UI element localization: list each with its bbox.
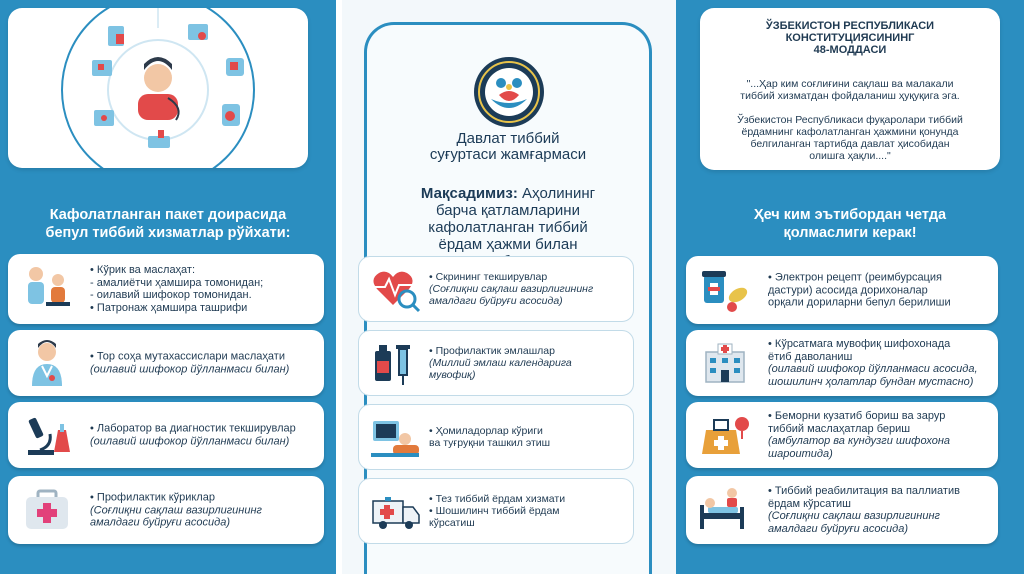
pills-icon xyxy=(696,265,754,315)
card-note: (амбулатор ва кундузги шифохона xyxy=(768,435,950,447)
constitution-title-line: 48-МОДДАСИ xyxy=(813,44,887,56)
card-line: • Ҳомиладорлар кўриги xyxy=(429,425,543,437)
card-note: шароитида) xyxy=(768,447,833,460)
card-note: амалдаги буйруғи асосида) xyxy=(768,522,909,535)
medicine-bag-icon xyxy=(696,410,754,460)
healthcare-hub-illustration xyxy=(8,8,308,168)
quote-line: "...Ҳар ким соғлиғини сақлаш ва малакали xyxy=(746,78,954,90)
card-line: тиббий маслаҳатлар бериш xyxy=(768,422,911,435)
vaccine-icon xyxy=(369,339,421,387)
card-note: шошилинч ҳолатлар бундан мустасно) xyxy=(768,375,974,388)
service-card-monitoring xyxy=(686,402,998,468)
card-note: амалдаги буйруғи асосида) xyxy=(429,295,563,307)
card-line: • Профилактик кўриклар xyxy=(90,491,215,504)
fund-title-line-2: суғуртаси жамғармаси xyxy=(429,146,587,163)
mission-text: барча қатламларини xyxy=(436,202,580,219)
hospital-icon xyxy=(696,338,754,388)
fund-title-line-1: Давлат тиббий xyxy=(456,130,560,147)
card-line: • Лаборатор ва диагностик текширувлар xyxy=(90,422,296,435)
service-card-e-prescription xyxy=(686,256,998,324)
nurse-patient-icon xyxy=(18,264,76,314)
service-card-checkups xyxy=(8,476,324,544)
heart-screening-icon xyxy=(369,265,421,313)
card-line: • Электрон рецепт (реимбурсация xyxy=(768,271,942,284)
fund-title xyxy=(367,131,649,163)
card-line: - амалиётчи ҳамшира томонидан; xyxy=(90,276,264,289)
service-card-screening xyxy=(358,256,634,322)
body-line: ёрдамнинг кафолатланган ҳажмини қонунда xyxy=(741,126,959,138)
card-note: мувофиқ) xyxy=(429,369,476,381)
service-card-vaccination xyxy=(358,330,634,396)
constitution-quote xyxy=(718,78,982,102)
card-line: кўрсатиш xyxy=(429,517,475,529)
card-note: (Соғлиқни сақлаш вазирлигининг xyxy=(90,503,262,516)
microscope-icon xyxy=(18,410,76,460)
card-line: • Тиббий реабилитация ва паллиатив xyxy=(768,485,960,497)
card-line: ва туғруқни ташкил этиш xyxy=(429,437,551,449)
ultrasound-icon xyxy=(369,413,421,461)
body-line: олишга ҳақли...." xyxy=(809,150,891,162)
card-line: дастури) асосида дорихоналар xyxy=(768,283,928,296)
card-line: • Профилактик эмлашлар xyxy=(429,345,555,357)
constitution-body xyxy=(718,114,982,162)
service-card-emergency xyxy=(358,478,634,544)
constitution-card xyxy=(700,8,1000,170)
mission-text: ёрдам ҳажми билан xyxy=(438,236,578,253)
body-line: Ўзбекистон Республикаси фуқаролари тиббий xyxy=(737,114,963,126)
left-section-title-line-1: Кафолатланган пакет доирасида xyxy=(49,207,287,223)
doctor-icon xyxy=(18,338,76,388)
card-note: амалдаги буйруғи асосида) xyxy=(90,516,231,529)
card-line: • Беморни кузатиб бориш ва зарур xyxy=(768,410,946,422)
card-line: - оилавий шифокор томонидан. xyxy=(90,289,252,301)
service-card-rehabilitation xyxy=(686,476,998,544)
card-note: (оилавий шифокор йўлланмаси асосида, xyxy=(768,363,978,375)
card-note: (Соғлиқни сақлаш вазирлигининг xyxy=(429,283,594,295)
right-section-title-line-2: қолмаслиги керак! xyxy=(783,225,917,241)
card-line: • Тор соҳа мутахассислари маслаҳати xyxy=(90,350,285,363)
body-line: белгиланган тартибда давлат ҳисобидан xyxy=(750,138,950,150)
service-card-hospital xyxy=(686,330,998,396)
card-note: (оилавий шифокор йўлланмаси билан) xyxy=(90,435,290,447)
quote-line: тиббий хизматдан фойдаланиш ҳуқуқига эга. xyxy=(740,90,960,102)
middle-panel xyxy=(342,0,676,574)
card-line: орқали дориларни бепул берилиши xyxy=(768,296,951,309)
card-line: • Тез тиббий ёрдам хизмати xyxy=(429,493,566,505)
service-card-specialist xyxy=(8,330,324,396)
hero-illustration-card xyxy=(8,8,308,168)
left-section-title xyxy=(8,206,328,242)
mission-text: Аҳолининг xyxy=(517,185,596,202)
right-section-title-line-1: Ҳеч ким эътибордан четда xyxy=(753,207,947,223)
mission-label: Мақсадимиз: xyxy=(420,185,518,202)
card-line: ётиб даволаниш xyxy=(768,350,853,363)
left-section-title-line-2: бепул тиббий хизматлар рўйхати: xyxy=(45,225,291,241)
card-line: • Патронаж ҳамшира ташрифи xyxy=(90,301,248,314)
fund-emblem-logo xyxy=(469,55,549,129)
card-note: (Соғлиқни сақлаш вазирлигининг xyxy=(768,510,940,522)
ambulance-icon xyxy=(369,487,421,535)
card-line: • Кўрсатмага мувофиқ шифохонада xyxy=(768,338,951,350)
service-card-lab xyxy=(8,402,324,468)
card-note: (оилавий шифокор йўлланмаси билан) xyxy=(90,363,290,375)
constitution-title-line: ЎЗБЕКИСТОН РЕСПУБЛИКАСИ xyxy=(765,20,935,32)
card-note: (Миллий эмлаш календарига xyxy=(429,357,572,369)
card-line: ёрдам кўрсатиш xyxy=(768,497,851,510)
card-line: • Скрининг текширувлар xyxy=(429,271,548,283)
rehab-bed-icon xyxy=(696,485,754,535)
card-line: • Шошилинч тиббий ёрдам xyxy=(429,505,560,517)
service-card-consultation xyxy=(8,254,324,324)
first-aid-kit-icon xyxy=(18,485,76,535)
constitution-title xyxy=(700,20,1000,56)
constitution-title-line: КОНСТИТУЦИЯСИНИНГ xyxy=(785,32,915,44)
mission-text: кафолатланган тиббий xyxy=(428,219,588,236)
right-section-title xyxy=(690,206,1010,242)
card-line: • Кўрик ва маслаҳат: xyxy=(90,264,196,276)
service-card-pregnancy xyxy=(358,404,634,470)
